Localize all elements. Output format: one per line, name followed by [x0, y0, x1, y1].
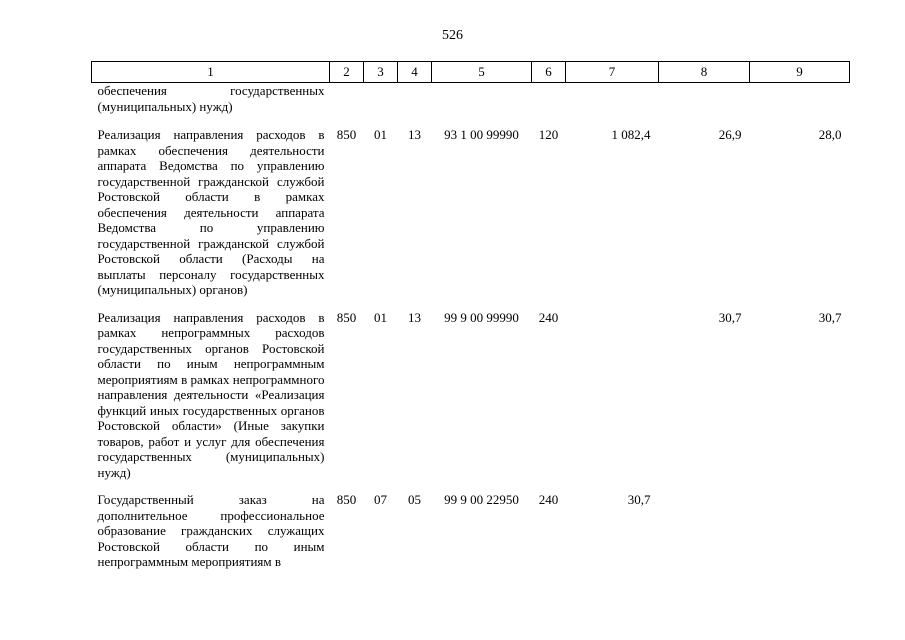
cell-col5: 99 9 00 22950 [444, 492, 519, 507]
column-header: 3 [364, 62, 398, 83]
cell-col7 [566, 310, 659, 493]
cell-col6: 240 [538, 309, 559, 325]
column-header: 7 [566, 62, 659, 83]
column-header: 2 [330, 62, 364, 83]
cell-col7: 30,7 [627, 492, 651, 507]
column-header: 9 [750, 62, 850, 83]
cell-col5: 93 1 00 99990 [444, 127, 519, 142]
cell-col4: 13 [408, 127, 421, 142]
cell-col3: 01 [374, 127, 387, 142]
cell-col5: 99 9 00 99990 [444, 309, 519, 325]
cell-col8 [659, 492, 750, 570]
cell-col5 [432, 83, 532, 128]
cell-col6: 120 [538, 127, 559, 142]
table-row [92, 83, 850, 128]
row-description: Реализация направления расходов в рамках непрограммных расходов государственных органов Ростовской области по иным непрограммным мероприятиям в рамках непрограммного направления деятельности «Реализация функций иных государственных органов Ростовской области» (Иные закупки товаров, работ и услуг для обеспечения государственных (муниципальных) нужд) [97, 309, 325, 480]
column-header: 1 [92, 62, 330, 83]
row-description: Государственный заказ на дополнительное профессиональное образование гражданских служащих Ростовской области по иным непрограммным мероприятиям в [97, 492, 325, 569]
row-description: Реализация направления расходов в рамках обеспечения деятельности аппарата Ведомства по управлению государственной гражданской службой Ростовской области в рамках обеспечения деятельности аппарата Ведомства по управлению государственной гражданской службой Ростовской области (Расходы на выплаты персоналу государственных (муниципальных) органов) [97, 127, 325, 297]
cell-col3: 01 [374, 309, 387, 325]
column-header: 8 [659, 62, 750, 83]
cell-col2 [330, 83, 364, 128]
cell-col3 [364, 83, 398, 128]
table-header [92, 62, 850, 83]
cell-col9 [750, 492, 850, 570]
column-header: 5 [432, 62, 532, 83]
table-row [92, 310, 850, 493]
table-row [92, 127, 850, 310]
cell-col6: 240 [538, 492, 559, 507]
cell-col9: 30,7 [818, 309, 842, 325]
cell-col9: 28,0 [818, 127, 842, 142]
cell-col4 [398, 83, 432, 128]
cell-col2: 850 [336, 127, 357, 142]
cell-col7: 1 082,4 [611, 127, 651, 142]
cell-col9 [750, 83, 850, 128]
budget-table [91, 61, 850, 570]
cell-col8: 30,7 [718, 309, 742, 325]
cell-col6 [532, 83, 566, 128]
page-number: 526 [442, 28, 463, 43]
cell-col8 [659, 83, 750, 128]
cell-col3: 07 [374, 492, 387, 507]
cell-col2: 850 [336, 492, 357, 507]
cell-col4: 13 [408, 309, 421, 325]
cell-col2: 850 [336, 309, 357, 325]
cell-col4: 05 [408, 492, 421, 507]
column-header: 6 [532, 62, 566, 83]
cell-col7 [566, 83, 659, 128]
cell-col8: 26,9 [718, 127, 742, 142]
row-description: обеспечения государственных (муниципальных) нужд) [97, 83, 325, 114]
column-header: 4 [398, 62, 432, 83]
table-row [92, 492, 850, 570]
